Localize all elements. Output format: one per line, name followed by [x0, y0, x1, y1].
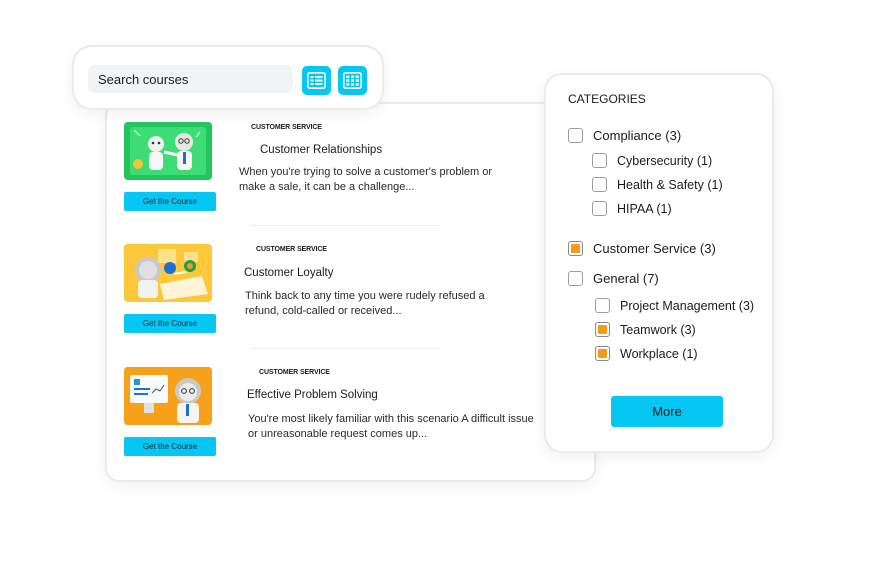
search-input[interactable]: [88, 65, 293, 93]
grid-view-icon: [343, 72, 362, 89]
category-label: Health & Safety (1): [617, 177, 723, 192]
checkbox[interactable]: [592, 201, 607, 216]
category-project-management[interactable]: [595, 298, 754, 313]
get-course-button[interactable]: Get the Course: [124, 192, 216, 211]
get-course-button[interactable]: Get the Course: [124, 314, 216, 333]
list-view-button[interactable]: [302, 66, 331, 95]
course-category: CUSTOMER SERVICE: [251, 124, 322, 131]
grid-view-button[interactable]: [338, 66, 367, 95]
course-item: [107, 349, 594, 469]
course-description: When you're trying to solve a customer's problem or make a sale, it can be a challenge...: [239, 166, 493, 193]
category-health-safety[interactable]: [592, 177, 723, 192]
category-label: Cybersecurity (1): [617, 153, 713, 168]
course-category: CUSTOMER SERVICE: [259, 369, 330, 376]
checkbox[interactable]: [592, 153, 607, 168]
course-description: You're most likely familiar with this scenario A difficult issue or unreasonable request comes up...: [248, 413, 534, 440]
more-button[interactable]: More: [611, 396, 723, 427]
category-label: Compliance (3): [593, 128, 682, 143]
checkbox[interactable]: [595, 298, 610, 313]
course-item: [107, 104, 594, 224]
checkbox[interactable]: [592, 177, 607, 192]
course-thumbnail[interactable]: [124, 367, 212, 425]
course-item: [107, 226, 594, 346]
category-label: HIPAA (1): [617, 201, 672, 216]
checkbox[interactable]: [568, 128, 583, 143]
category-general[interactable]: [568, 271, 659, 286]
category-customer-service[interactable]: [568, 241, 716, 256]
course-list-card: [105, 102, 596, 482]
get-course-button[interactable]: Get the Course: [124, 437, 216, 456]
course-description: Think back to any time you were rudely refused a refund, cold-called or received...: [245, 290, 485, 317]
category-compliance[interactable]: [568, 128, 681, 143]
course-title[interactable]: Effective Problem Solving: [247, 389, 378, 401]
category-label: Customer Service (3): [593, 241, 716, 256]
category-label: Workplace (1): [620, 346, 698, 361]
category-hipaa[interactable]: [592, 201, 672, 216]
categories-heading: CATEGORIES: [568, 92, 646, 106]
search-bar-card: [72, 45, 384, 110]
category-label: Teamwork (3): [620, 322, 696, 337]
course-thumbnail[interactable]: [124, 244, 212, 302]
category-teamwork[interactable]: [595, 322, 696, 337]
checkbox-checked[interactable]: [568, 241, 583, 256]
checkbox-checked[interactable]: [595, 322, 610, 337]
course-thumbnail[interactable]: [124, 122, 212, 180]
course-title[interactable]: Customer Loyalty: [244, 267, 334, 279]
course-category: CUSTOMER SERVICE: [256, 246, 327, 253]
category-label: Project Management (3): [620, 298, 755, 313]
course-title[interactable]: Customer Relationships: [260, 144, 383, 156]
checkbox[interactable]: [568, 271, 583, 286]
category-label: General (7): [593, 271, 659, 286]
category-workplace[interactable]: [595, 346, 698, 361]
list-view-icon: [307, 72, 326, 89]
categories-panel: [544, 73, 774, 453]
category-cybersecurity[interactable]: [592, 153, 712, 168]
checkbox-checked[interactable]: [595, 346, 610, 361]
